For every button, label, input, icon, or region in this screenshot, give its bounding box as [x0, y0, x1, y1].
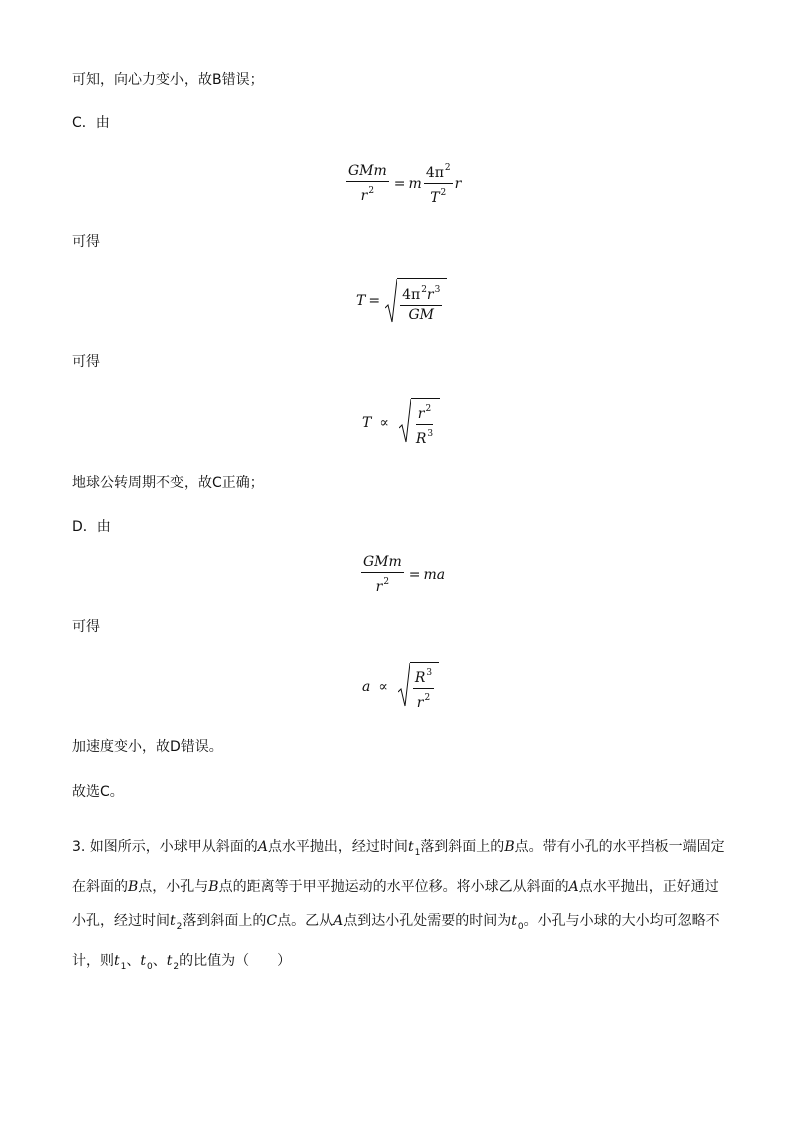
eq1-rhs-fraction [424, 160, 453, 207]
eq4-fraction [361, 554, 404, 596]
eq3-sqrt [399, 398, 440, 448]
eq2-fraction [400, 282, 442, 324]
text-line-answer: 故选C。 [72, 784, 124, 800]
eq5-proportional: ∝ [378, 679, 388, 695]
eq1-rhs-denominator: $T^2$ [430, 188, 447, 206]
text-line-c-correct: 地球公转周期不变，故C正确； [72, 475, 264, 491]
eq2-sqrt [385, 278, 447, 324]
equation-4 [359, 554, 445, 596]
equation-5 [362, 662, 439, 712]
equation-1 [344, 160, 461, 207]
eq4-numerator: GMm [361, 554, 404, 573]
eq1-lhs-denominator: $r^2$ [360, 185, 375, 204]
text-line-1: 可知，向心力变小，故B错误； [72, 72, 264, 88]
text-line-d-wrong: 加速度变小，故D错误。 [72, 739, 223, 755]
eq4-rhs: ma [423, 567, 446, 583]
eq4-denominator: $r^2$ [375, 577, 390, 595]
eq5-fraction [413, 665, 434, 712]
equation-3 [362, 398, 440, 448]
eq1-lhs-fraction [346, 163, 389, 205]
eq5-acceleration: a [362, 679, 371, 695]
eq5-denominator: $r^2$ [416, 693, 431, 711]
text-line-kede-2: 可得 [72, 354, 100, 370]
radical-sign-icon [385, 278, 397, 324]
eq2-denominator: GM [408, 306, 434, 323]
eq3-numerator: $r^2$ [416, 401, 433, 425]
text-line-d: D．由 [72, 519, 111, 535]
text-line-kede-3: 可得 [72, 619, 100, 635]
eq1-rhs-numerator: $4\pi^2$ [424, 160, 453, 184]
eq1-lhs-numerator: GMm [346, 163, 389, 182]
radical-sign-icon [398, 662, 410, 708]
text-line-c: C．由 [72, 115, 110, 131]
eq2-numerator: $4\pi^2r^3$ [400, 282, 442, 306]
eq4-equals: = [408, 567, 421, 583]
eq3-denominator: $R^3$ [415, 429, 434, 447]
eq1-equals: = [393, 175, 406, 192]
eq3-period: T [362, 415, 372, 431]
radical-sign-icon [399, 398, 411, 444]
question-3: 3. 如图所示，小球甲从斜面的A点水平抛出，经过时间$t_1$落到斜面上的B点。带有小孔的水平挡板一端固定在斜面的B点，小孔与B点的距离等于甲平抛运动的水平位移。将小球乙从斜面的A点水平抛出，正好通过小孔，经过时间$t_2$落到斜面上的C点。乙从A点到达小孔处需要的时间为$t_0$。小孔与小球的大小均可忽略不计，则$t_1$、$t_0$、$t_2$的比值为（ ） [72, 839, 725, 972]
text-line-kede-1: 可得 [72, 234, 100, 250]
equation-2 [356, 278, 447, 324]
eq3-proportional: ∝ [379, 415, 389, 431]
eq1-radius: r [454, 175, 462, 192]
eq2-equals: = [368, 293, 381, 309]
eq3-fraction [414, 401, 435, 448]
eq5-sqrt [398, 662, 439, 712]
eq1-mass: m [408, 175, 422, 192]
eq5-numerator: $R^3$ [413, 665, 434, 689]
eq2-period: T [356, 293, 366, 309]
